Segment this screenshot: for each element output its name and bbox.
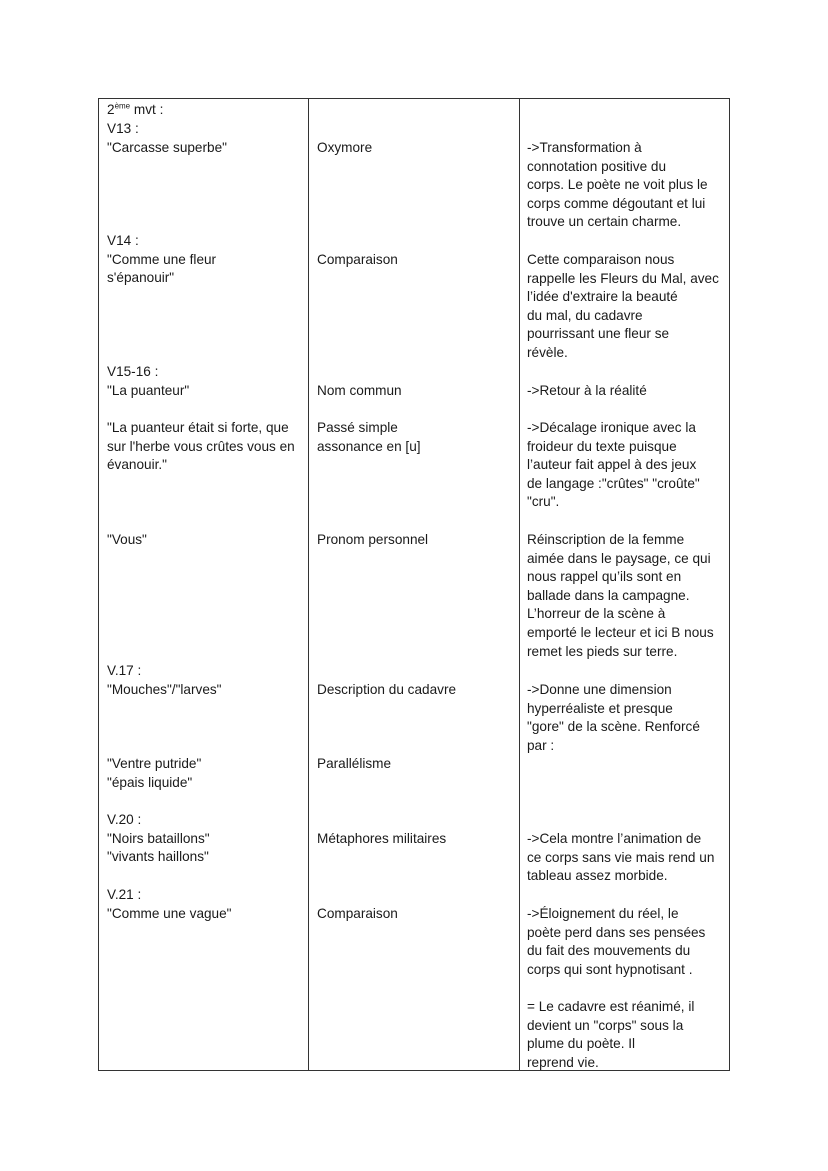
analysis-table — [98, 98, 730, 1071]
device-cell: Nom commun — [317, 383, 402, 398]
device-cell: Oxymore — [317, 140, 373, 155]
column-divider — [519, 99, 520, 1070]
interpretation-cell: ->Donne une dimension hyperréaliste et presque "gore" de la scène. Renforcé par : — [527, 682, 700, 753]
device-cell: Pronom personnel — [317, 532, 429, 547]
interpretation-cell: Cette comparaison nous rappelle les Fleurs du Mal, avec l’idée d'extraire la beauté du mal, du cadavre pourrissant une fleur se révèle. — [527, 252, 719, 360]
quote-cell: "Vous" — [107, 532, 147, 547]
device-cell: Comparaison — [317, 252, 398, 267]
device-cell: Parallélisme — [317, 756, 392, 771]
quote-cell: "Ventre putride" "épais liquide" — [107, 756, 202, 790]
quote-cell: V.17 : "Mouches"/"larves" — [107, 663, 222, 697]
interpretation-cell: Réinscription de la femme aimée dans le paysage, ce qui nous rappel qu’ils sont en ballade dans la campagne. L’horreur de la scène à emporté le lecteur et ici B nous remet les pieds sur terre. — [527, 532, 714, 659]
device-cell: Métaphores militaires — [317, 831, 447, 846]
interpretation-cell: ->Décalage ironique avec la froideur du texte puisque l’auteur fait appel à des jeux de langage :"crûtes" "croûte" "cru". — [527, 420, 700, 510]
interpretation-cell: ->Transformation à connotation positive du corps. Le poète ne voit plus le corps comme dégoutant et lui trouve un certain charme. — [527, 140, 708, 230]
quote-cell: V.20 : "Noirs bataillons" "vivants haillons" — [107, 812, 210, 865]
quote-cell: "La puanteur était si forte, que sur l'herbe vous crûtes vous en évanouir." — [107, 420, 295, 473]
interpretation-cell: ->Cela montre l’animation de ce corps sans vie mais rend un tableau assez morbide. — [527, 831, 715, 884]
interpretation-cell: ->Retour à la réalité — [527, 383, 647, 398]
movement-heading: 2ème mvt : — [107, 101, 164, 117]
quote-cell: V15-16 : "La puanteur" — [107, 364, 190, 398]
quote-cell: V14 : "Comme une fleur s'épanouir" — [107, 233, 217, 286]
device-cell: Description du cadavre — [317, 682, 457, 697]
device-cell: Comparaison — [317, 906, 398, 921]
quote-cell: V.21 : "Comme une vague" — [107, 887, 232, 921]
quote-cell: V13 : "Carcasse superbe" — [107, 121, 227, 155]
device-cell: Passé simple assonance en [u] — [317, 420, 421, 454]
column-divider — [308, 99, 309, 1070]
interpretation-cell: ->Éloignement du réel, le poète perd dans ses pensées du fait des mouvements du corps qui sont hypnotisant . = Le cadavre est réanimé, il devient un "corps" sous la plume du poète. Il reprend vie. — [527, 906, 706, 1070]
